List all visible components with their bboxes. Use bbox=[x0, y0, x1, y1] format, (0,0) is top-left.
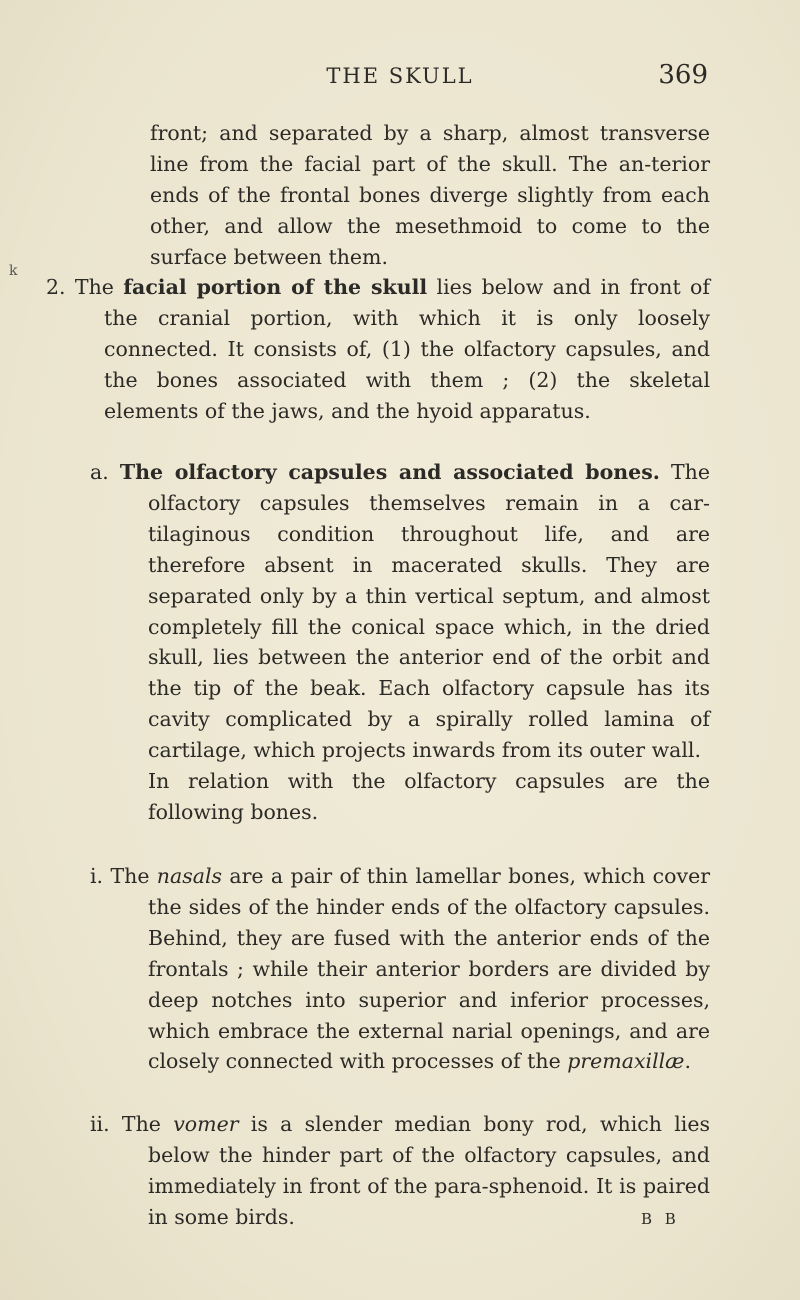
running-title: THE SKULL bbox=[326, 64, 474, 88]
item-i-text bbox=[90, 861, 710, 1077]
section-2-heading: facial portion of the skull bbox=[123, 275, 428, 299]
item-ii-lead: The bbox=[121, 1112, 174, 1136]
item-ii-text bbox=[90, 1109, 710, 1233]
item-ii-number: ii. bbox=[90, 1112, 110, 1136]
subsection-a-body: The olfactory capsules themselves remain in a car-tilaginous condition throughout life, and are therefore absent in macerated skulls. They are separated only by a thin vertical septum, and almost completely fill the conical space which, in the dried skull, lies between the anterior end of the orbit and the tip of the beak. Each olfactory capsule has its cavity complicated by a spirally rolled lamina of cartilage, which projects inwards from its outer wall. bbox=[148, 460, 710, 763]
continuation-text: front; and separated by a sharp, almost transverse line from the facial part of the skull. The an-terior ends of the frontal bones diverge slightly from each other, and allow the mesethmoid to come to the surface between them. bbox=[150, 121, 710, 269]
item-i-body: are a pair of thin lamellar bones, which cover the sides of the hinder ends of the olfactory capsules. Behind, they are fused with the anterior ends of the frontals ; while their anterior borders are divided by deep notches into superior and inferior processes, which embrace the external narial openings, and are closely connected with processes of the bbox=[148, 864, 710, 1074]
section-2-body: lies below and in front of the cranial portion, with which it is only loosely connected. It consists of, (1) the olfactory capsules, and the bones associated with them ; (2) the skeletal elements of the jaws, and the hyoid apparatus. bbox=[104, 275, 710, 423]
item-ii-body: is a slender median bony rod, which lies below the hinder part of the olfactory capsules, and immediately in front of the para-sphenoid. It is paired in some birds. bbox=[148, 1112, 710, 1229]
subsection-a-text bbox=[90, 457, 710, 766]
item-ii-vomer bbox=[90, 1109, 710, 1233]
margin-mark: k bbox=[9, 263, 18, 279]
subsection-a-second: In relation with the olfactory capsules are the following bones. bbox=[148, 769, 710, 824]
page-header bbox=[0, 58, 800, 94]
paragraph-continuation bbox=[150, 118, 710, 273]
page-number: 369 bbox=[658, 60, 708, 90]
subsection-a-olfactory bbox=[90, 457, 710, 828]
item-i-term2: premaxillæ bbox=[567, 1049, 685, 1074]
item-ii-term: vomer bbox=[173, 1112, 239, 1136]
item-i-term: nasals bbox=[156, 864, 223, 888]
item-i-lead: The bbox=[110, 864, 157, 888]
item-i-end: . bbox=[684, 1049, 691, 1074]
section-2-text bbox=[46, 272, 710, 427]
subsection-a-number: a. bbox=[90, 460, 109, 484]
section-2-number: 2. bbox=[46, 275, 66, 299]
section-2-lead: The bbox=[74, 275, 124, 299]
item-i-number: i. bbox=[90, 864, 104, 888]
item-i-nasals bbox=[90, 861, 710, 1077]
subsection-a-heading: The olfactory capsules and associated bones. bbox=[119, 460, 660, 484]
section-2-facial-portion bbox=[46, 272, 710, 427]
signature-mark: B B bbox=[641, 1210, 680, 1228]
